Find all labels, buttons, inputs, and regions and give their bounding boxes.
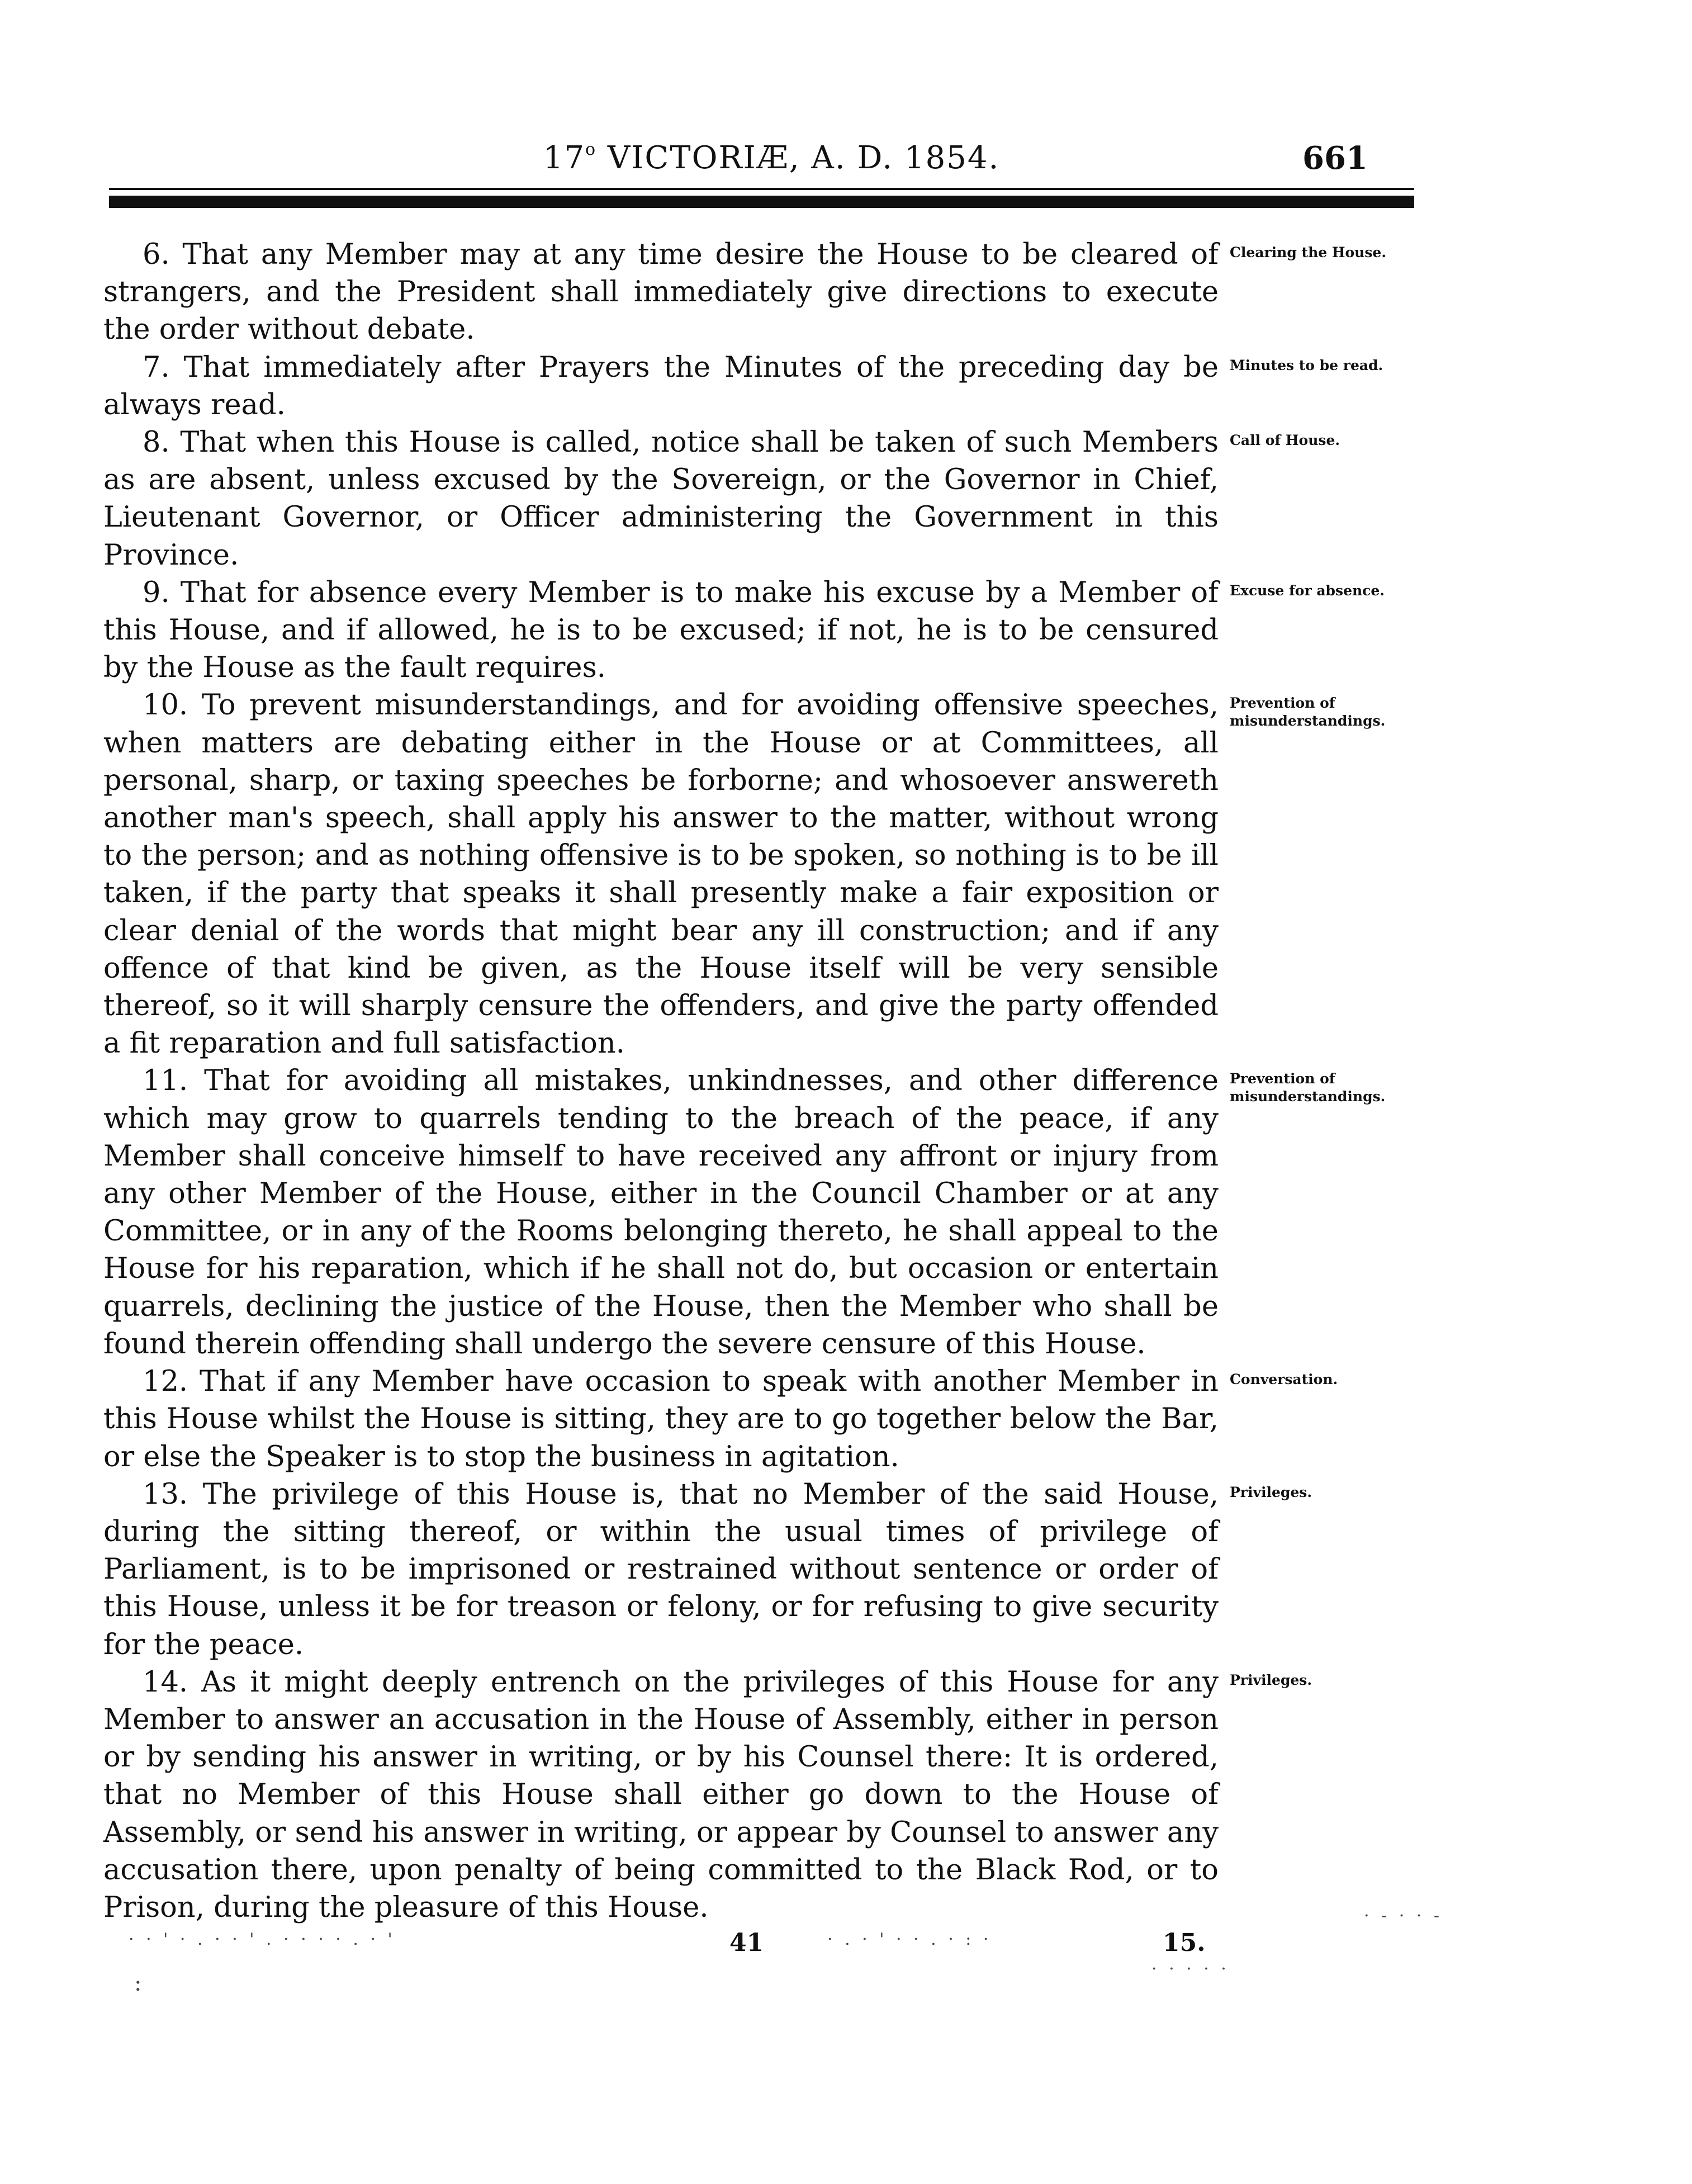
rule-paragraph-14: 14. As it might deeply entrench on the privileges of this House for any Member to answer an accusation in the House of Assembly, either in person or by sending his answer in writing, or by his Counsel there: It is ordered, that no Member of this House shall either go down to the House of Assembly, or send his answer in writing, or appear by Counsel to answer any accusation there, upon penalty of being committed to the Black Rod, or to Prison, during the pleasure of this House. [103,1665,1219,1924]
show-through-specks-mid: · . · ' · · . · : · [827,1930,992,1949]
margin-note-misunderstandings-1: Prevention of misunderstandings. [1230,695,1386,729]
rule-paragraph-9: 9. That for absence every Member is to make his excuse by a Member of this House, and if allowed, he is to be excused; if not, he is to be censured by the House as the fault requires. [103,576,1219,685]
header-rule-thick [109,196,1414,208]
margin-note-conversation: Conversation. [1230,1371,1338,1388]
header-title-text: VICTORIÆ, A. D. 1854. [596,140,1000,176]
page-number: 661 [1302,140,1368,177]
show-through-specks-corner: : [134,1970,145,1996]
margin-note-privileges-1: Privileges. [1230,1484,1312,1500]
rule-paragraph-12: 12. That if any Member have occasion to speak with another Member in this House whilst the House is sitting, they are to go together below the Bar, or else the Speaker is to stop the business in agitation. [103,1365,1219,1474]
body-text [103,236,1219,1926]
rule-paragraph-8: 8. That when this House is called, notice shall be taken of such Members as are absent, unless excused by the Sovereign, or the Governor in Chief, Lieutenant Governor, or Officer administering the Government in this Province. [103,426,1219,572]
show-through-specks-left: · · ' · . · · ' . · · · · . · ' [129,1930,396,1949]
rule-paragraph-10: 10. To prevent misunderstandings, and for avoiding offensive speeches, when matters are debating either in the House or at Committees, all personal, sharp, or taxing speeches be forborne; and whosoever answereth another man's speech, shall apply his answer to the matter, without wrong to the person; and as nothing offensive is to be spoken, so nothing is to be ill taken, if the party that speaks it shall presently make a fair exposition or clear denial of the words that might bear any ill construction; and if any offence of that kind be given, as the House itself will be very sensible thereof, so it will sharply censure the offenders, and give the party offended a fit reparation and full satisfaction. [103,689,1219,1060]
rule-paragraph-6: 6. That any Member may at any time desire the House to be cleared of strangers, and the President shall immediately give directions to execute the order without debate. [103,238,1219,347]
margin-note-excuse-absence: Excuse for absence. [1230,582,1385,599]
margin-note-privileges-2: Privileges. [1230,1671,1312,1688]
header-rule-thin [109,188,1414,190]
header-regnal-number: 17 [543,140,585,176]
running-header-title [436,140,1107,176]
signature-mark-right: 15. [1163,1929,1206,1957]
rule-paragraph-13: 13. The privilege of this House is, that no Member of the said House, during the sitting thereof, or within the usual times of privilege of Parliament, is to be imprisoned or restrained without sentence or order of this House, unless it be for treason or felony, or for refusing to give security for the peace. [103,1477,1219,1661]
margin-note-minutes: Minutes to be read. [1230,357,1383,373]
margin-note-misunderstandings-2: Prevention of misunderstandings. [1230,1070,1386,1105]
margin-note-call-of-house: Call of House. [1230,432,1340,449]
show-through-specks-lower: · · · · · [1151,1959,1230,1979]
rule-paragraph-11: 11. That for avoiding all mistakes, unkindnesses, and other difference which may grow to quarrels tending to the breach of the peace, if any Member shall conceive himself to have received any affront or injury from any other Member of the House, either in the Council Chamber or at any Committee, or in any of the Rooms belonging thereto, he shall appeal to the House for his reparation, which if he shall not do, but occasion or entertain quarrels, declining the justice of the House, then the Member who shall be found therein offending shall undergo the severe censure of this House. [103,1064,1219,1361]
signature-mark-left: 41 [729,1929,764,1957]
margin-notes [1230,0,1414,2184]
rule-paragraph-7: 7. That immediately after Prayers the Minutes of the preceding day be always read. [103,350,1219,421]
show-through-specks-right: · - · · - [1364,1906,1443,1926]
margin-note-clearing-house: Clearing the House. [1230,244,1387,260]
header-ordinal-mark: o [585,140,597,159]
